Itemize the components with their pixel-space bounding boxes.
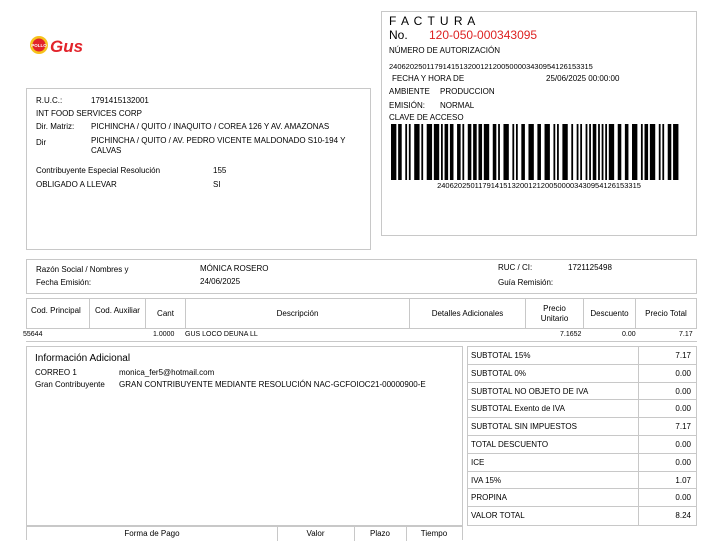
emisor-box [26, 88, 371, 250]
gran-contribuyente-label: Gran Contribuyente [35, 380, 105, 389]
tiempo-label: Tiempo [420, 529, 448, 538]
autorizacion-value: 2406202501179141513200121200500003430954126153315 [389, 62, 593, 71]
cliente-box [26, 259, 697, 294]
obligado-value: SI [213, 180, 221, 189]
dir-value-line1: PICHINCHA / QUITO / AV. PEDRO VICENTE MALDONADO S10-194 Y [91, 136, 346, 145]
cliente-ruc-value: 1721125498 [568, 263, 612, 272]
gran-contribuyente-value: GRAN CONTRIBUYENTE MEDIANTE RESOLUCIÓN NAC-GCFOIOC21-00000900-E [119, 380, 426, 389]
totales-value: 1.07 [675, 475, 691, 485]
especial-label: Contribuyente Especial Resolución [36, 166, 161, 175]
fecha-autorizacion-value: 25/06/2025 00:00:00 [546, 74, 620, 83]
totales-row [468, 383, 696, 401]
header-cod-auxiliar: Cod. Auxiliar [90, 299, 146, 329]
totales-label: SUBTOTAL 15% [471, 351, 531, 360]
plazo-label: Plazo [369, 529, 390, 538]
emision-label: EMISIÓN: [389, 101, 426, 110]
header-cant: Cant [146, 299, 186, 329]
totales-value: 0.00 [675, 368, 691, 378]
correo-value: monica_fer5@hotmail.com [119, 368, 215, 377]
header-descripcion: Descripción [186, 299, 410, 329]
especial-value: 155 [213, 166, 227, 175]
header-descuento: Descuento [584, 299, 636, 329]
totales-table [467, 346, 697, 526]
row-descripcion: GUS LOCO DEUNA LL [185, 331, 258, 338]
info-adicional-title: Información Adicional [35, 353, 131, 364]
matriz-label: Dir. Matriz: [36, 122, 75, 131]
company-logo [28, 32, 100, 58]
totales-label: VALOR TOTAL [471, 511, 525, 521]
totales-label: SUBTOTAL 0% [471, 368, 526, 378]
ambiente-label: AMBIENTE [389, 87, 430, 96]
table-row [23, 329, 697, 342]
correo-label: CORREO 1 [35, 368, 77, 377]
emisor-ruc-value: 1791415132001 [91, 96, 149, 105]
emisor-ruc-label: R.U.C.: [36, 96, 63, 105]
totales-value: 0.00 [675, 440, 691, 449]
totales-value: 0.00 [675, 493, 691, 503]
totales-row [468, 365, 696, 383]
razon-value: MÓNICA ROSERO [200, 264, 269, 273]
ambiente-value: PRODUCCION [440, 87, 495, 96]
barcode-icon [391, 124, 682, 180]
totales-row [468, 489, 696, 507]
totales-label: TOTAL DESCUENTO [471, 440, 549, 449]
dir-label: Dir [36, 138, 47, 147]
barcode-text: 2406202501179141513200121200500003430954126153315 [437, 181, 641, 190]
totales-value: 0.00 [675, 386, 691, 396]
totales-row [468, 436, 696, 454]
totales-value: 7.17 [675, 422, 691, 432]
emision-value: NORMAL [440, 101, 475, 110]
totales-row [468, 472, 696, 490]
totales-label: ICE [471, 457, 485, 467]
factura-number: 120-050-000343095 [429, 28, 538, 42]
totales-label: PROPINA [471, 493, 508, 503]
factura-no-label: No. [389, 28, 408, 42]
header-precio-unitario: Precio Unitario [526, 299, 584, 329]
totales-label: SUBTOTAL Exento de IVA [471, 404, 565, 414]
totales-value: 8.24 [675, 511, 691, 521]
row-cod-principal: 55644 [23, 331, 43, 338]
totales-value: 7.17 [675, 351, 691, 360]
obligado-label: OBLIGADO A LLEVAR [36, 180, 117, 189]
header-precio-total: Precio Total [645, 309, 687, 318]
forma-pago-header [26, 526, 463, 540]
fecha-emision-value: 24/06/2025 [200, 277, 241, 286]
logo-badge-text: POLLO [31, 43, 47, 48]
totales-label: IVA 15% [471, 475, 502, 485]
fecha-emision-label: Fecha Emisión: [36, 278, 92, 287]
items-table-header [26, 298, 697, 329]
factura-title: F A C T U R A [389, 14, 477, 28]
razon-label: Razón Social / Nombres y [36, 265, 129, 274]
header-detalles: Detalles Adicionales [410, 299, 526, 329]
dir-value-line2: CALVAS [91, 146, 122, 155]
totales-row [468, 418, 696, 436]
totales-value: 0.00 [675, 404, 691, 414]
totales-row [468, 347, 696, 365]
forma-pago-label: Forma de Pago [124, 529, 180, 538]
clave-acceso-label: CLAVE DE ACCESO [389, 113, 464, 122]
logo-text: Gus [50, 37, 84, 56]
logo-badge-icon [28, 32, 100, 58]
autorizacion-label: NÚMERO DE AUTORIZACIÓN [389, 46, 500, 55]
totales-value: 0.00 [675, 457, 691, 467]
totales-row [468, 507, 696, 525]
fecha-autorizacion-label: FECHA Y HORA DE [392, 74, 465, 83]
valor-label: Valor [306, 529, 325, 538]
row-cant: 1.0000 [153, 331, 175, 338]
totales-label: SUBTOTAL NO OBJETO DE IVA [471, 386, 589, 396]
row-descuento: 0.00 [622, 331, 636, 338]
row-precio-total: 7.17 [679, 331, 693, 338]
totales-label: SUBTOTAL SIN IMPUESTOS [471, 422, 577, 432]
info-adicional-box [26, 346, 463, 526]
emisor-name: INT FOOD SERVICES CORP [36, 109, 142, 118]
guia-remision-label: Guía Remisión: [498, 278, 554, 287]
factura-box [381, 11, 697, 236]
matriz-value: PICHINCHA / QUITO / INAQUITO / COREA 126 Y AV. AMAZONAS [91, 122, 330, 131]
totales-row [468, 454, 696, 472]
row-precio-unitario: 7.1652 [560, 331, 582, 338]
cliente-ruc-label: RUC / CI: [498, 263, 533, 272]
header-cod-principal: Cod. Principal [27, 299, 90, 329]
totales-row [468, 400, 696, 418]
